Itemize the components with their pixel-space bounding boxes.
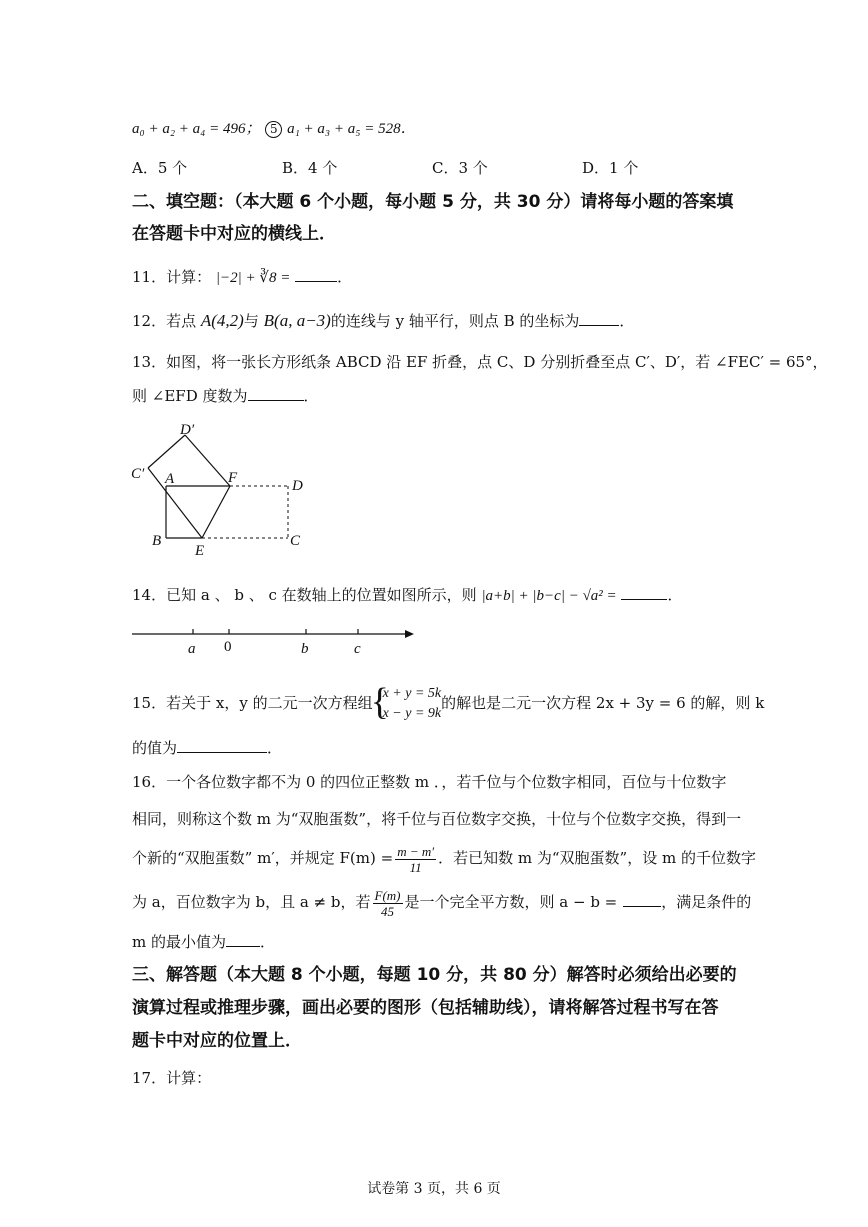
q16-line4 <box>132 885 751 919</box>
q11-end: ． <box>337 268 353 286</box>
folding-figure <box>125 420 325 560</box>
edge-cp-dp <box>148 435 185 468</box>
question-14 <box>132 585 682 606</box>
q16-line4-b: 是一个完全平方数，则 a − b = <box>404 893 618 911</box>
axis-arrow <box>405 630 414 638</box>
q12-point-a: A(4,2) <box>200 311 244 330</box>
q11-number: 11． <box>132 268 167 286</box>
q12-number: 12． <box>132 312 167 330</box>
q11-text: 计算： <box>166 268 212 286</box>
q16-line5 <box>132 932 275 952</box>
label-c-prime: C′ <box>131 466 145 482</box>
q16-line3-a: 个新的“双胞蛋数” m′，并规定 F(m) = <box>132 849 394 867</box>
q16-line3 <box>132 843 756 875</box>
label-b: B <box>152 533 162 549</box>
option-c: C．3 个 <box>432 159 488 177</box>
q15-eq2: x − y = 9k <box>382 706 442 721</box>
label-d-prime: D′ <box>180 422 195 438</box>
circled-number: 5 <box>265 121 282 138</box>
q10-sum-odd: a₁ + a₃ + a₅ = 528． <box>287 121 416 137</box>
label-d: D <box>292 478 303 494</box>
q16-frac2-numerator: F(m) <box>374 887 401 903</box>
q11-answer-blank <box>295 267 337 282</box>
axis-label-0: 0 <box>224 639 232 655</box>
q16-end: ． <box>260 933 276 951</box>
q12-pre: 若点 <box>166 312 197 330</box>
q16-line5-text: m 的最小值为 <box>132 933 226 951</box>
q12-end: ． <box>619 312 635 330</box>
label-c: C <box>290 533 301 549</box>
axis-label-a: a <box>188 641 196 657</box>
q12-text: 的连线与 y 轴平行，则点 B 的坐标为 <box>330 312 580 330</box>
axis-label-b: b <box>301 641 309 657</box>
axis-label-c: c <box>354 641 361 657</box>
q16-frac1-denominator: 11 <box>409 859 422 875</box>
q16-line1: 16．一个各位数字都不为 0 的四位正整数 m ．，若千位与个位数字相同，百位与十位数字 <box>132 773 727 791</box>
number-line <box>130 622 420 662</box>
label-a: A <box>165 471 175 487</box>
section2-heading-line1: 二、填空题：（本大题 6 个小题，每小题 5 分，共 30 分）请将每小题的答案填 <box>132 192 734 212</box>
q14-text: 已知 a 、 b 、 c 在数轴上的位置如图所示，则 <box>166 586 477 604</box>
page-footer: 试卷第 3 页，共 6 页 <box>367 1181 501 1197</box>
q10-sum-even: a₀ + a₂ + a₄ = 496； <box>132 121 261 137</box>
q15-pre: 若关于 x，y 的二元一次方程组 <box>166 694 373 712</box>
q14-expression: |a+b| + |b−c| − √a² = <box>481 588 617 604</box>
label-e: E <box>195 543 205 559</box>
q16-line4-c: ，满足条件的 <box>661 893 752 911</box>
q15-line2 <box>132 738 282 758</box>
q16-line3-b: ．若已知数 m 为“双胞蛋数”，设 m 的千位数字 <box>438 849 756 867</box>
q14-number: 14． <box>132 586 167 604</box>
q16-answer-blank-2 <box>226 932 260 947</box>
q12-answer-blank <box>579 311 619 326</box>
q16-frac2-denominator: 45 <box>381 903 394 919</box>
option-a: A．5 个 <box>132 159 188 177</box>
q13-end: ． <box>303 387 319 405</box>
question-11 <box>132 267 352 288</box>
q16-fraction-f <box>395 844 436 875</box>
q15-mid: 的解也是二元一次方程 2x + 3y = 6 的解，则 k <box>441 694 765 712</box>
q10-options <box>132 158 732 178</box>
section2-heading-line2: 在答题卡中对应的横线上． <box>132 224 336 244</box>
edge-dp-f <box>185 435 230 486</box>
q14-answer-blank <box>621 585 667 600</box>
edge-cp-e <box>148 468 202 538</box>
q15-equation-system <box>373 684 442 724</box>
q15-end: ． <box>267 739 283 757</box>
q16-answer-blank-1 <box>623 892 661 907</box>
q16-line4-a: 为 a，百位数字为 b，且 a ≠ b，若 <box>132 893 371 911</box>
q15-answer-blank <box>177 738 267 753</box>
option-d: D．1 个 <box>582 159 639 177</box>
q12-point-b: B(a, a−3) <box>263 311 331 330</box>
q16-fraction-f45 <box>373 888 403 919</box>
q11-expression: |−2| + ∛8 = <box>215 270 291 286</box>
section3-heading-line1: 三、解答题（本大题 8 个小题，每题 10 分，共 80 分）解答时必须给出必要的 <box>132 965 737 985</box>
q13-line2 <box>132 386 319 406</box>
q13-line2-text: 则 ∠EFD 度数为 <box>132 387 248 405</box>
question-15 <box>132 683 764 724</box>
q14-end: ． <box>667 586 683 604</box>
edge-f-e <box>202 486 230 538</box>
q13-answer-blank <box>248 386 304 401</box>
q12-mid: 与 <box>243 312 259 330</box>
q15-number: 15． <box>132 694 167 712</box>
option-b: B．4 个 <box>282 159 338 177</box>
section3-heading-line2: 演算过程或推理步骤，画出必要的图形（包括辅助线），请将解答过程书写在答 <box>132 998 719 1018</box>
q16-frac1-numerator: m − m′ <box>397 843 435 859</box>
question-12 <box>132 311 634 331</box>
section3-heading-line3: 题卡中对应的位置上． <box>132 1031 302 1051</box>
question-17: 17．计算： <box>132 1069 212 1087</box>
q10-continuation <box>132 118 416 139</box>
label-f: F <box>228 470 238 486</box>
q15-eq1: { x + y = 5k <box>382 686 442 701</box>
q15-line2-text: 的值为 <box>132 739 178 757</box>
q16-line2: 相同，则称这个数 m 为“双胞蛋数”，将千位与百位数字交换，十位与个位数字交换，得到一 <box>132 810 742 828</box>
q13-line1: 13．如图，将一张长方形纸条 ABCD 沿 EF 折叠，点 C、D 分别折叠至点 C′、D′，若 ∠FEC′ = 65°， <box>132 353 828 371</box>
